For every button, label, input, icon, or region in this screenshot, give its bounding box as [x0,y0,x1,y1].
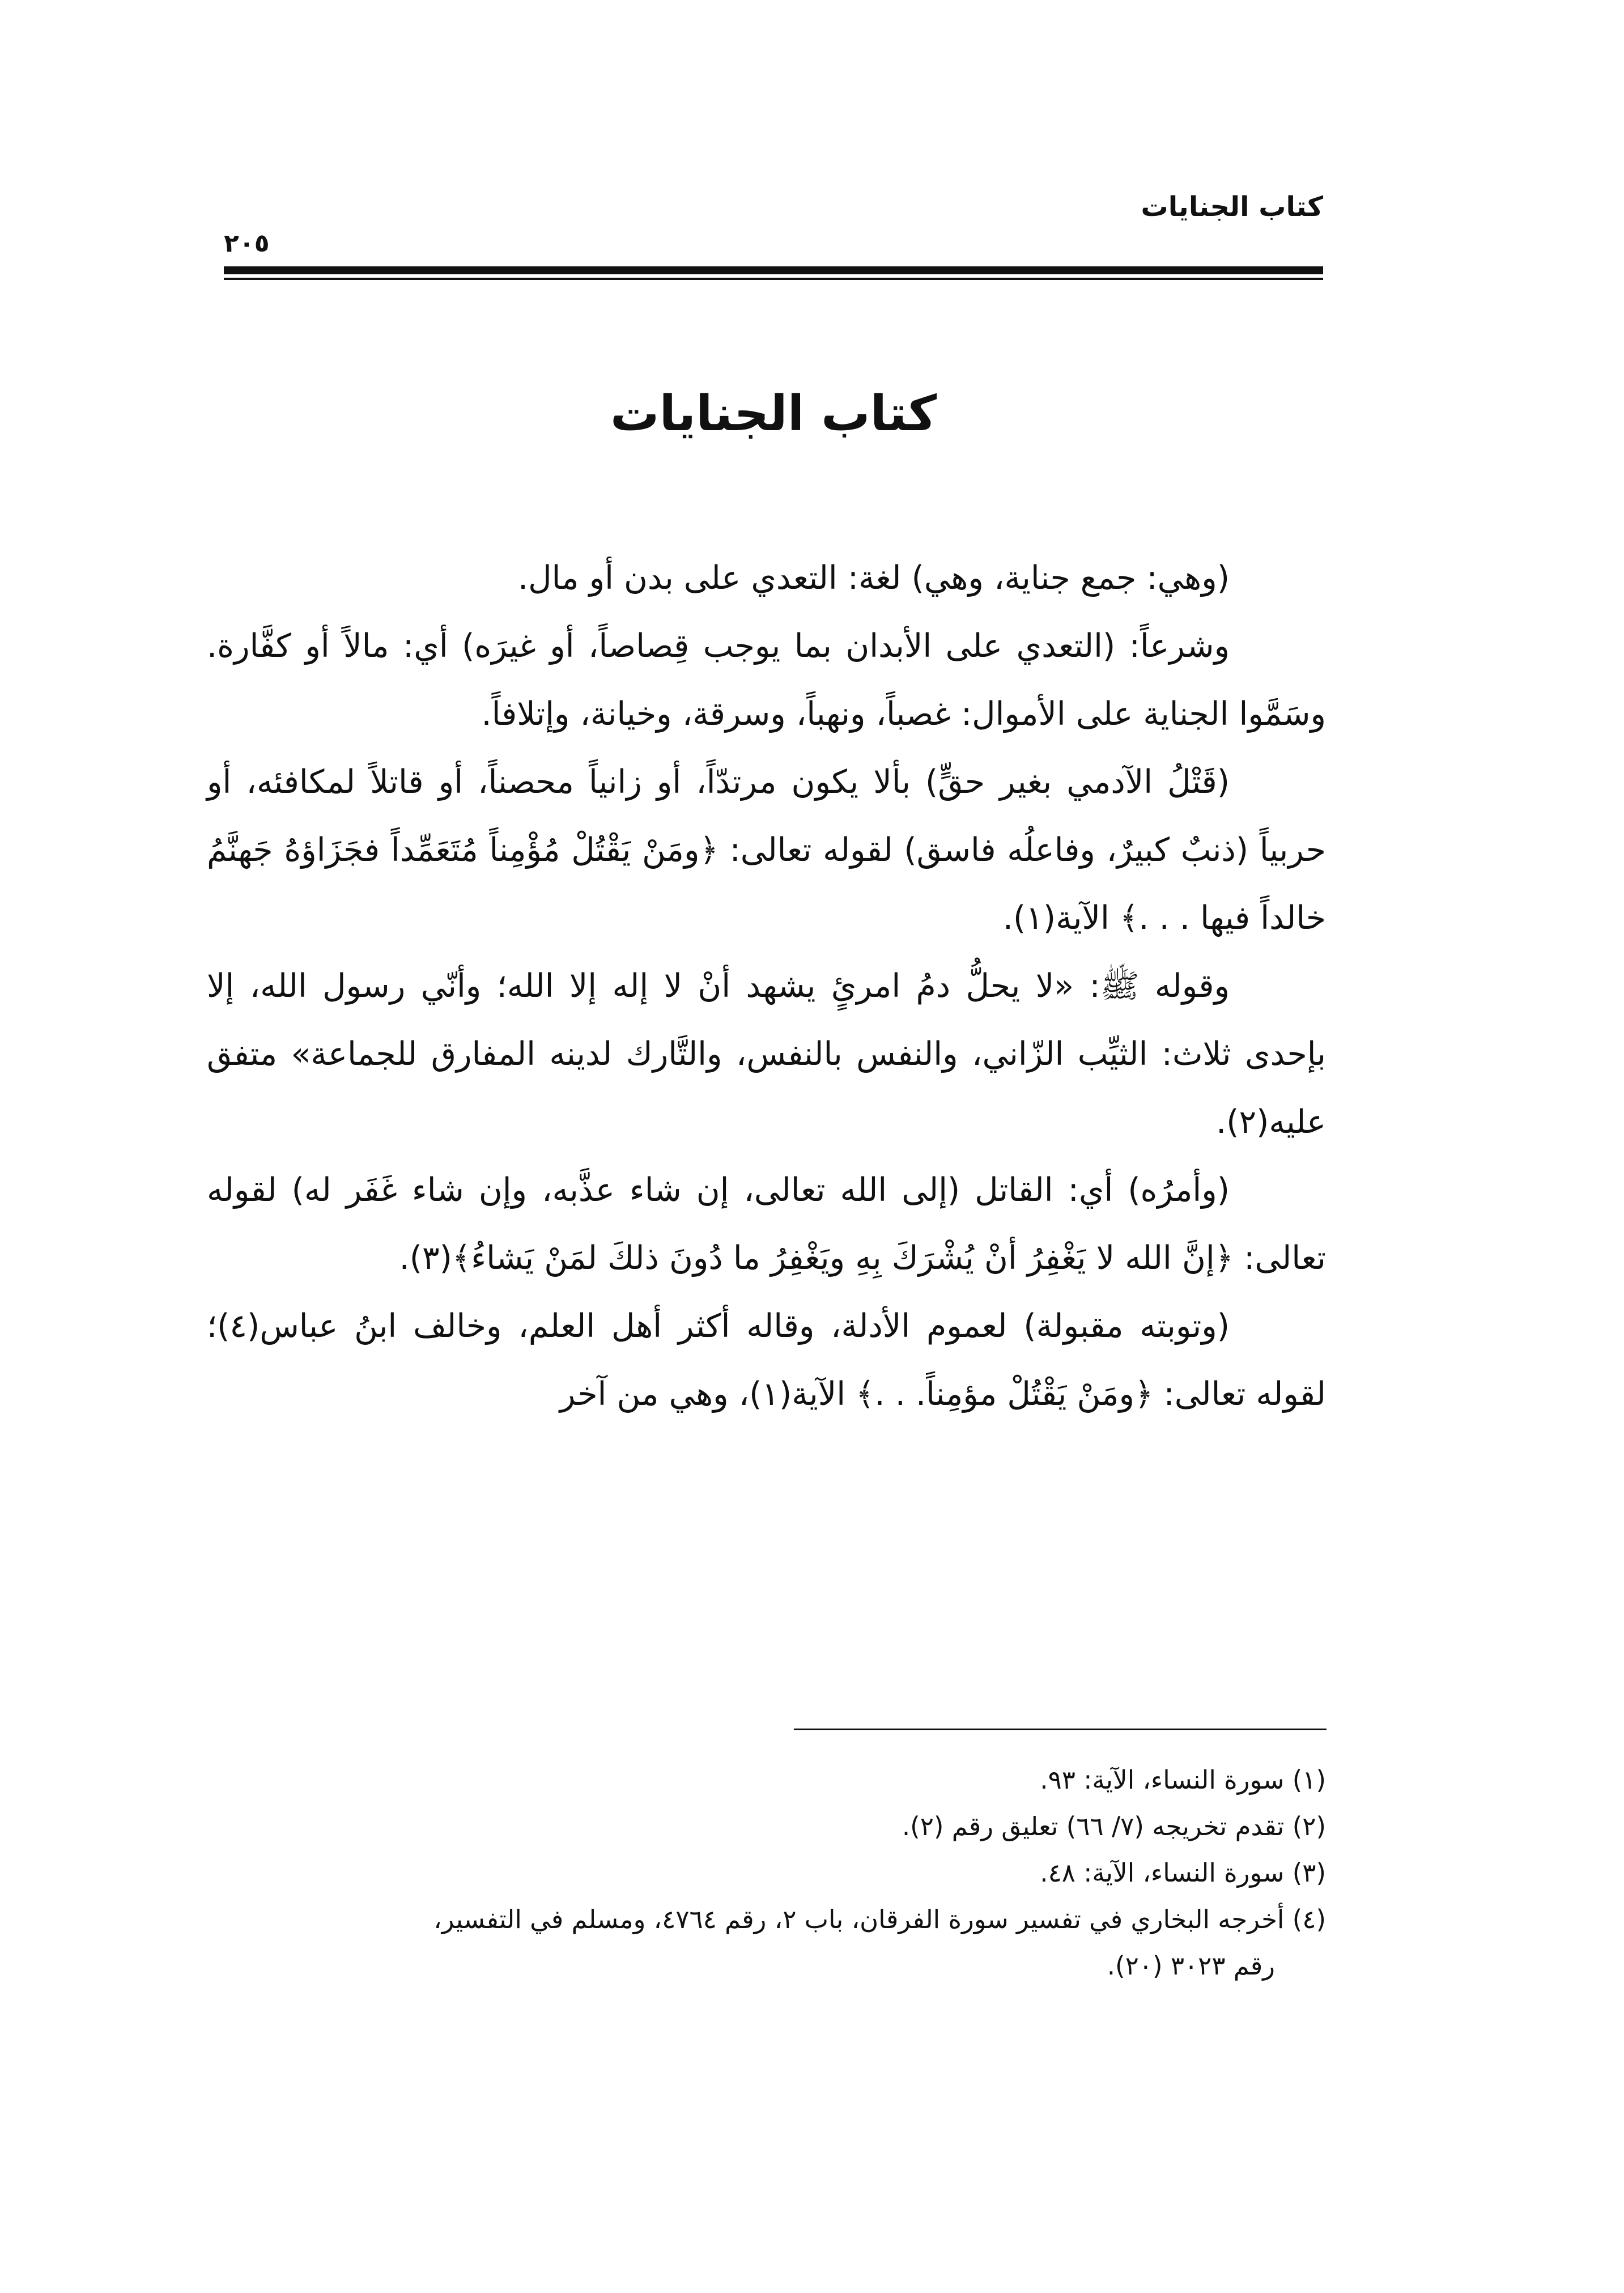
footnote-4: (٤) أخرجه البخاري في تفسير سورة الفرقان، باب ٢، رقم ٤٧٦٤، ومسلم في التفسير، [433,1904,1326,1934]
page-header [224,187,1323,261]
paragraph-killing-ruling: (قَتْلُ الآدمي بغير حقٍّ) بألا يكون مرتدّاً، أو زانياً محصناً، أو قاتلاً لمكافئه، أو حربياً (ذنبٌ كبيرٌ، وفاعلُه فاسق) لقوله تعالى: ﴿ومَنْ يَقْتُلْ مُؤْمِناً مُتَعَمِّداً فجَزَاؤهُ جَهنَّمُ خالداً فيها . . .﴾ الآية(١). [207,763,1326,937]
footnotes [207,1757,1326,1989]
paragraph-definition-shar: وشرعاً: (التعدي على الأبدان بما يوجب قِصاصاً، أو غيرَه) أي: مالاً أو كفَّارة. وسَمَّوا الجناية على الأموال: غصباً، ونهباً، وسرقة، وخيانة، وإتلافاً. [207,627,1326,733]
header-rule-thick [224,266,1323,274]
paragraph-repentance: (وتوبته مقبولة) لعموم الأدلة، وقاله أكثر أهل العلم، وخالف ابنُ عباس(٤)؛ لقوله تعالى: ﴿ومَنْ يَقْتُلْ مؤمِناً. . .﴾ الآية(١)، وهي من آخر [207,1307,1326,1413]
footnote-2: (٢) تقدم تخريجه (٧/ ٦٦) تعليق رقم (٢). [902,1811,1326,1841]
paragraph-hadith: وقوله ﷺ: «لا يحلُّ دمُ امرئٍ يشهد أنْ لا إله إلا الله؛ وأنّي رسول الله، إلا بإحدى ثلاث: الثيِّب الزّاني، والنفس بالنفس، والتَّارك لدينه المفارق للجماعة» متفق عليه(٢). [207,967,1326,1141]
body-text [207,544,1326,1428]
paragraph-definition-lughah: (وهي: جمع جناية، وهي) لغة: التعدي على بدن أو مال. [518,559,1230,597]
page-number: ٢٠٥ [224,229,270,258]
header-rule-thin [224,278,1323,280]
running-title: كتاب الجنايات [1141,191,1323,223]
footnote-4-continuation: رقم ٣٠٢٣ (٢٠). [1107,1951,1275,1981]
chapter-title: كتاب الجنايات [610,385,937,442]
paragraph-matter-with-allah: (وأمرُه) أي: القاتل (إلى الله تعالى، إن شاء عذَّبه، وإن شاء غَفَر له) لقوله تعالى: ﴿إنَّ الله لا يَغْفِرُ أنْ يُشْرَكَ بِهِ ويَغْفِرُ ما دُونَ ذلكَ لمَنْ يَشاءُ﴾(٣). [207,1171,1326,1277]
footnote-3: (٣) سورة النساء، الآية: ٤٨. [1040,1858,1326,1888]
footnote-separator [794,1729,1327,1730]
footnote-1: (١) سورة النساء، الآية: ٩٣. [1040,1765,1326,1795]
